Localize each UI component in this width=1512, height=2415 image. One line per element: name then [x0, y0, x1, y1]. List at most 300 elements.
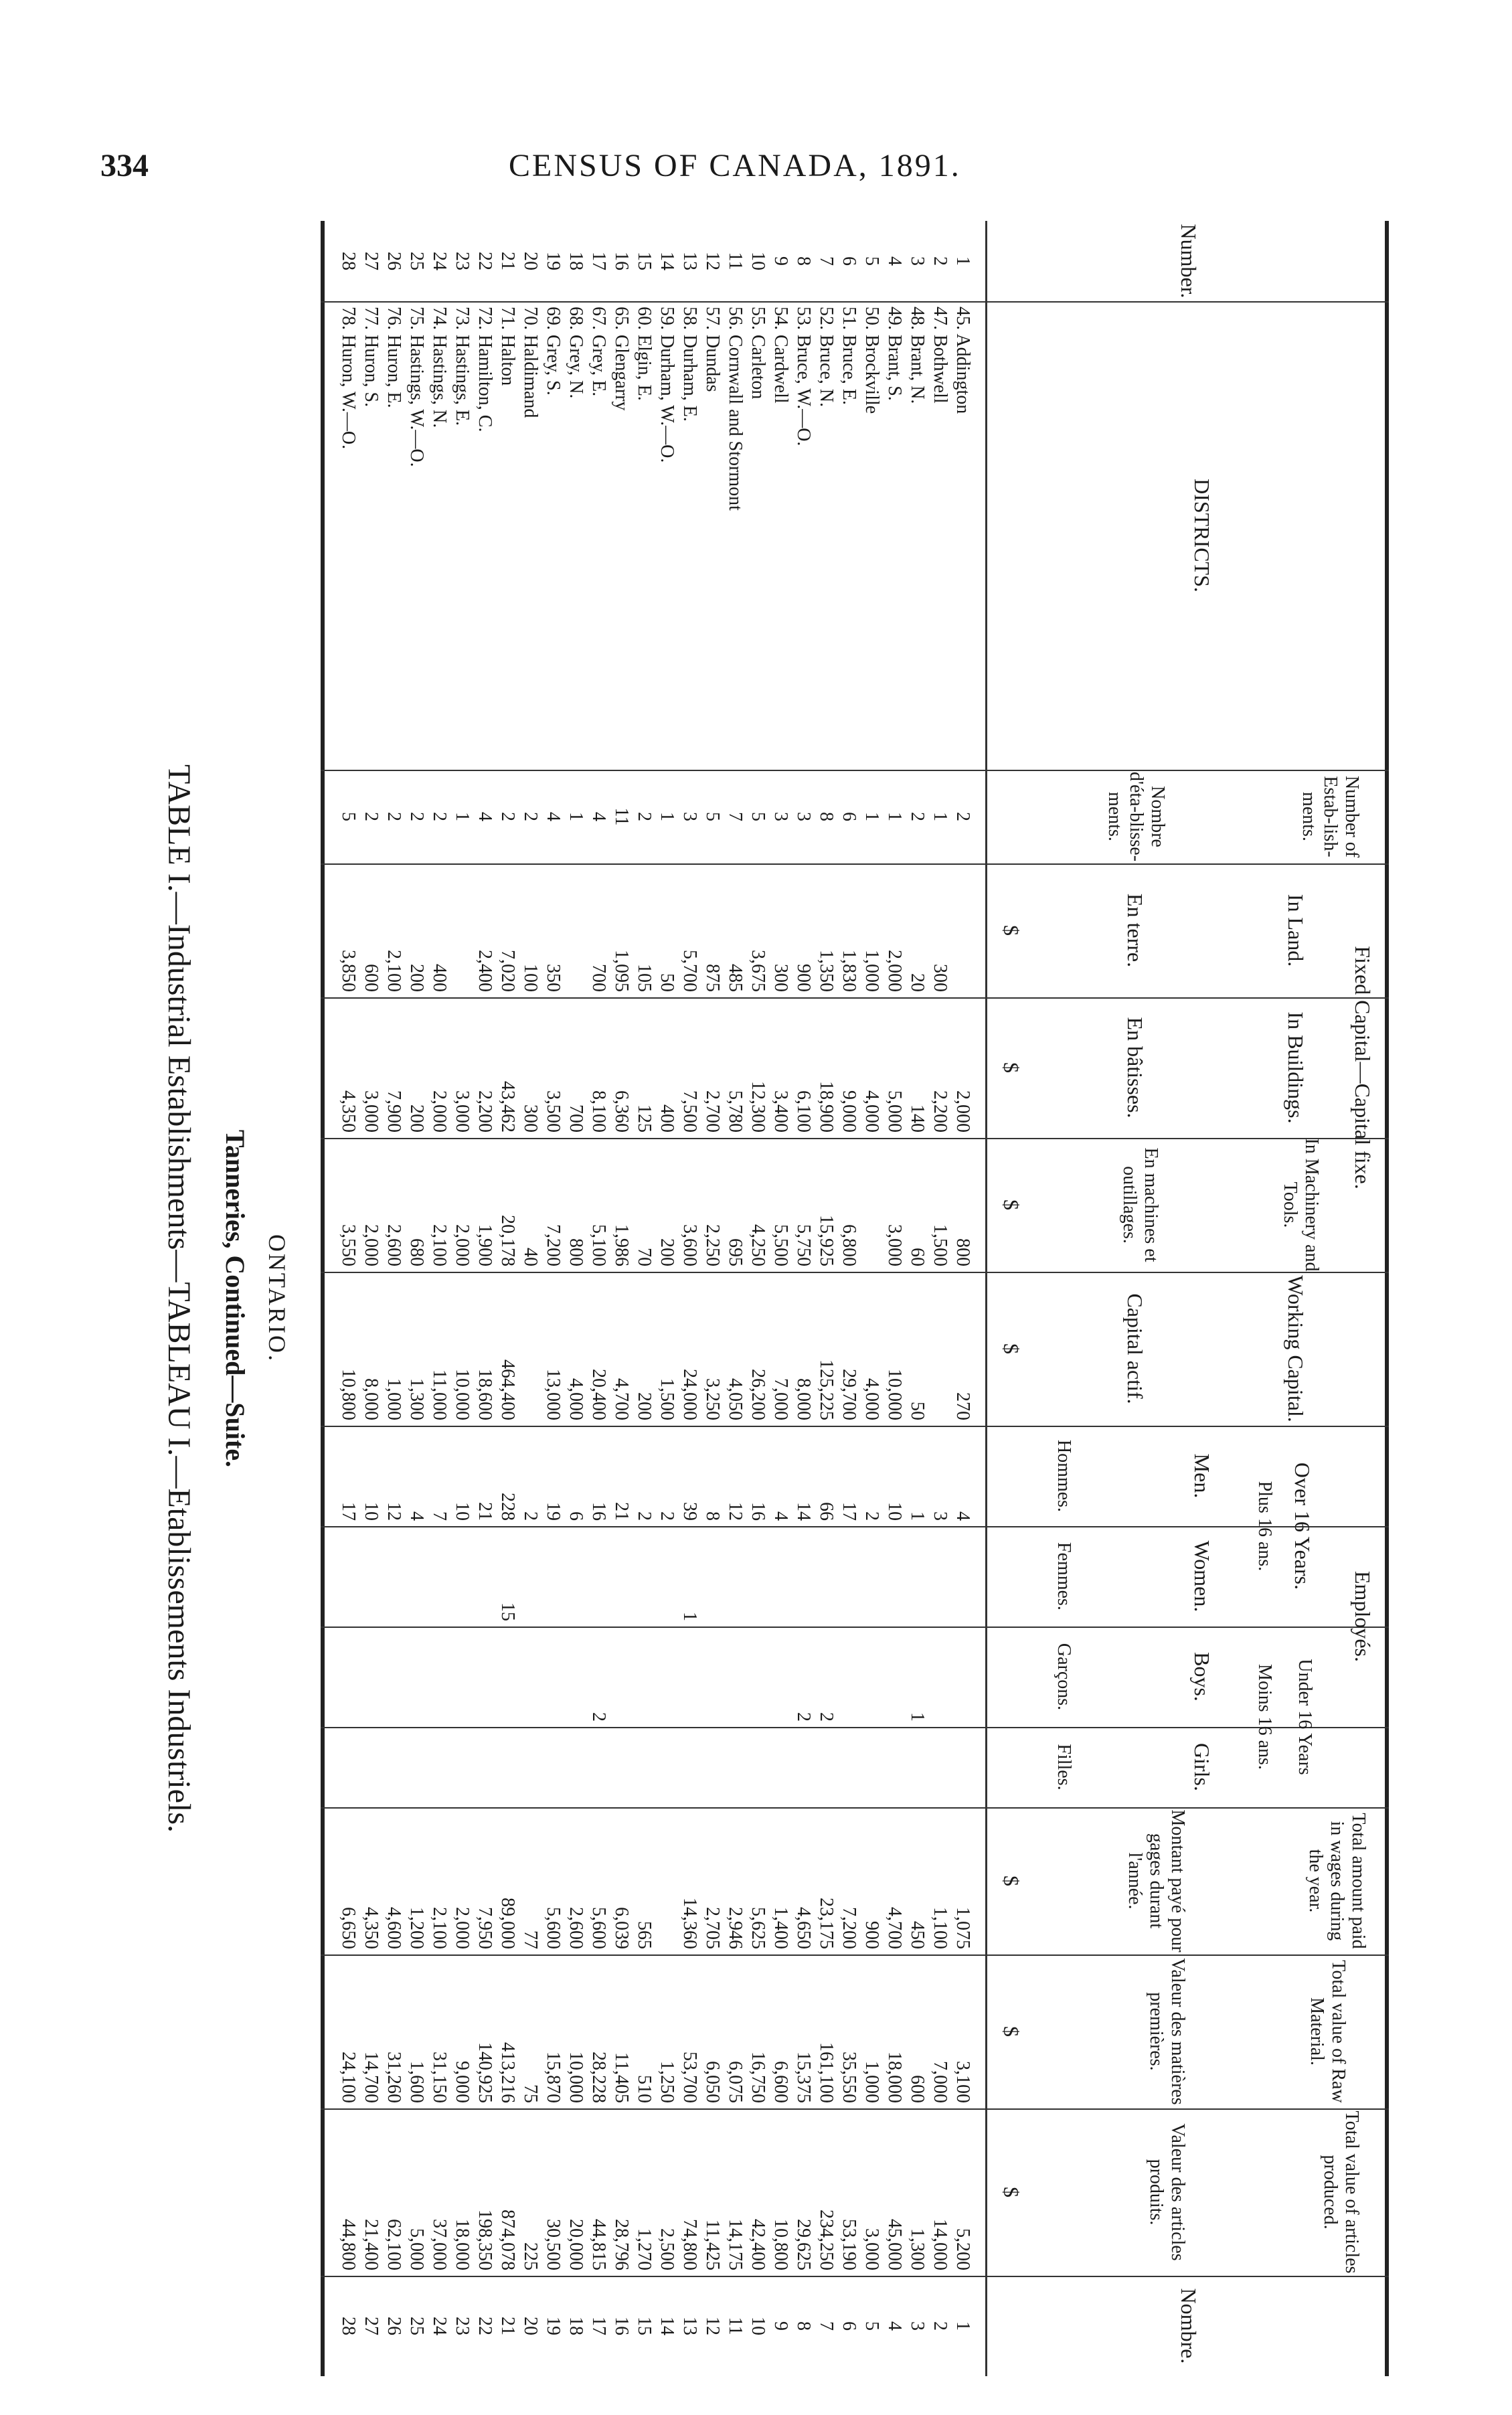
- cell-working: 8,000: [361, 1378, 382, 1420]
- cell-buildings: 400: [657, 1104, 677, 1133]
- cell-raw: 18,000: [884, 2052, 905, 2103]
- column-rule: [321, 301, 1389, 303]
- cell-buildings: 5,000: [884, 1090, 905, 1133]
- cell-n2: 6: [839, 2321, 859, 2331]
- cell-girls: [633, 1732, 655, 1802]
- header-over16-fr: Plus 16 ans.: [1254, 1481, 1275, 1572]
- cell-buildings: 6,100: [793, 1090, 814, 1133]
- cell-machinery: 3,600: [679, 1224, 700, 1266]
- header-number-left: Number.: [1177, 224, 1201, 299]
- cell-women: [883, 1531, 906, 1621]
- cell-n: 2: [930, 256, 950, 266]
- cell-machinery: 1,500: [930, 1224, 950, 1266]
- cell-n: 9: [770, 256, 791, 266]
- cell-women: [701, 1531, 724, 1621]
- cell-wages: 1,100: [930, 1907, 950, 1949]
- cell-n: 24: [429, 252, 450, 270]
- cell-buildings: 5,780: [725, 1090, 746, 1133]
- cell-land: 485: [725, 964, 746, 992]
- cell-estab: 2: [952, 812, 973, 821]
- cell-estab: 2: [634, 812, 655, 821]
- cell-n: 13: [679, 252, 700, 270]
- cell-estab: 1: [657, 812, 677, 821]
- header-wages-fr: Montant payé pour gages durant l'année.: [1124, 1809, 1188, 1952]
- cell-produced: 37,000: [429, 2219, 450, 2270]
- cell-n: 22: [475, 252, 495, 270]
- cell-working: 4,700: [611, 1378, 632, 1420]
- cell-wages: 7,200: [839, 1907, 859, 1949]
- cell-men: 2: [657, 1511, 677, 1521]
- cell-n: 15: [634, 252, 655, 270]
- cell-wages: 4,350: [361, 1907, 382, 1949]
- cell-boys: [496, 1632, 519, 1722]
- cell-n2: 2: [930, 2321, 950, 2331]
- province-heading: ONTARIO.: [264, 1234, 290, 1363]
- cell-estab: 5: [748, 812, 768, 821]
- header-estab-fr: Nombre d'éta-blisse-ments.: [1104, 771, 1168, 862]
- cell-raw: 75: [520, 2084, 541, 2103]
- cell-girls: [769, 1732, 792, 1802]
- cell-men: 4: [770, 1511, 791, 1521]
- cell-produced: 18,000: [452, 2219, 473, 2270]
- cell-estab: 8: [816, 812, 837, 821]
- cell-land: 300: [770, 964, 791, 992]
- cell-estab: 2: [429, 812, 450, 821]
- cell-women: [746, 1531, 769, 1621]
- cell-working: 20,400: [588, 1369, 609, 1420]
- cell-land: 200: [406, 964, 427, 992]
- cell-n: 16: [611, 252, 632, 270]
- cell-n2: 13: [679, 2317, 700, 2335]
- cell-machinery: 5,500: [770, 1224, 791, 1266]
- cell-working: [928, 1277, 951, 1420]
- cell-men: 12: [725, 1502, 746, 1521]
- cell-men: 3: [930, 1511, 950, 1521]
- header-estab: Number of Estab-lish-ments.: [1298, 775, 1362, 858]
- cell-estab: 2: [406, 812, 427, 821]
- cell-estab: 1: [930, 812, 950, 821]
- cell-women: [541, 1531, 564, 1621]
- cell-land: [564, 869, 587, 992]
- cell-machinery: 20,178: [497, 1215, 518, 1266]
- cell-produced: 11,425: [702, 2220, 723, 2270]
- column-rule: [321, 770, 1389, 771]
- cell-estab: 3: [793, 812, 814, 821]
- cell-raw: 7,000: [930, 2061, 950, 2103]
- cell-n2: 21: [497, 2317, 518, 2335]
- cell-girls: [428, 1732, 450, 1802]
- cell-n2: 8: [793, 2321, 814, 2331]
- cell-land: 3,675: [748, 950, 768, 992]
- cell-buildings: 2,000: [429, 1090, 450, 1133]
- header-districts: DISTRICTS.: [1190, 479, 1214, 592]
- cell-land: 300: [930, 964, 950, 992]
- cell-women: 15: [497, 1602, 518, 1621]
- cell-district: 73. Hastings, E.: [452, 307, 473, 426]
- cell-working: 50: [907, 1402, 928, 1420]
- cell-raw: 1,000: [861, 2061, 882, 2103]
- column-rule: [321, 1954, 1389, 1956]
- cell-wages: 4,600: [384, 1907, 404, 1949]
- header-men: Men.: [1190, 1453, 1214, 1499]
- cell-buildings: 3,500: [543, 1090, 564, 1133]
- cell-men: 16: [748, 1502, 768, 1521]
- cell-n2: 1: [952, 2321, 973, 2331]
- table-title: TABLE I.—Industrial Establishments—TABLEAU I.—Etablissements Industriels.: [161, 764, 197, 1833]
- cell-girls: [951, 1732, 974, 1802]
- cell-working: 24,000: [679, 1369, 700, 1420]
- cell-wages: 565: [634, 1921, 655, 1949]
- cell-wages: 77: [520, 1930, 541, 1949]
- cell-district: 74. Hastings, N.: [429, 307, 450, 428]
- cell-district: 72. Hamilton, C.: [475, 307, 495, 432]
- cell-buildings: 6,360: [611, 1090, 632, 1133]
- rotated-table: [97, 221, 1389, 2376]
- cell-n2: 9: [770, 2321, 791, 2331]
- cell-land: 600: [361, 964, 382, 992]
- header-dollar-working: $: [999, 1343, 1023, 1354]
- cell-district: 56. Cornwall and Stormont: [725, 307, 746, 511]
- cell-n2: 19: [543, 2317, 564, 2335]
- cell-raw: 6,050: [702, 2061, 723, 2103]
- cell-working: 270: [952, 1392, 973, 1420]
- cell-women: [633, 1531, 655, 1621]
- cell-women: [337, 1531, 359, 1621]
- cell-boys: [724, 1632, 746, 1722]
- header-wages: Total amount paid in wages during the year.: [1305, 1813, 1369, 1949]
- cell-boys: [473, 1632, 496, 1722]
- cell-district: 71. Halton: [497, 307, 518, 386]
- cell-land: [951, 869, 974, 992]
- cell-machinery: 40: [520, 1248, 541, 1266]
- cell-boys: [541, 1632, 564, 1722]
- cell-girls: [541, 1732, 564, 1802]
- header-buildings: In Buildings.: [1284, 1011, 1308, 1124]
- header-raw: Total value of Raw Material.: [1307, 1960, 1349, 2103]
- cell-women: [450, 1531, 473, 1621]
- cell-estab: 1: [884, 812, 905, 821]
- cell-n: 11: [725, 252, 746, 270]
- cell-produced: 30,500: [543, 2219, 564, 2270]
- cell-women: [655, 1531, 678, 1621]
- cell-girls: [587, 1732, 610, 1802]
- cell-buildings: 3,000: [452, 1090, 473, 1133]
- cell-n: 1: [952, 256, 973, 266]
- cell-wages: 900: [861, 1921, 882, 1949]
- cell-estab: 3: [770, 812, 791, 821]
- cell-working: 18,600: [475, 1369, 495, 1420]
- cell-estab: 4: [588, 812, 609, 821]
- cell-n: 4: [884, 256, 905, 266]
- cell-produced: 10,800: [770, 2219, 791, 2270]
- cell-boys: 2: [588, 1712, 609, 1722]
- cell-n: 5: [861, 256, 882, 266]
- cell-girls: [678, 1732, 701, 1802]
- cell-boys: [610, 1632, 633, 1722]
- cell-working: 4,000: [861, 1378, 882, 1420]
- cell-n2: 26: [384, 2317, 404, 2335]
- cell-raw: 16,750: [748, 2052, 768, 2103]
- cell-girls: [405, 1732, 428, 1802]
- column-rule: [321, 863, 1389, 865]
- cell-girls: [837, 1732, 860, 1802]
- cell-produced: 2,500: [657, 2228, 677, 2270]
- header-working: Working Capital.: [1284, 1275, 1308, 1422]
- cell-land: 7,020: [497, 950, 518, 992]
- cell-land: 3,850: [338, 950, 359, 992]
- cell-n2: 11: [725, 2317, 746, 2335]
- cell-boys: [678, 1632, 701, 1722]
- cell-men: 19: [543, 1502, 564, 1521]
- cell-district: 70. Haldimand: [520, 307, 541, 418]
- cell-estab: 2: [497, 812, 518, 821]
- cell-estab: 2: [384, 812, 404, 821]
- cell-working: 10,800: [338, 1369, 359, 1420]
- cell-land: 1,350: [816, 950, 837, 992]
- cell-district: 77. Huron, S.: [361, 307, 382, 408]
- cell-girls: [701, 1732, 724, 1802]
- cell-machinery: 2,250: [702, 1224, 723, 1266]
- header-dollar-wages: $: [999, 1876, 1023, 1886]
- cell-raw: 1,600: [406, 2061, 427, 2103]
- cell-men: 2: [861, 1511, 882, 1521]
- cell-estab: 3: [679, 812, 700, 821]
- cell-estab: 5: [702, 812, 723, 821]
- cell-women: [951, 1531, 974, 1621]
- column-rule: [321, 1807, 1389, 1809]
- cell-wages: [655, 1813, 678, 1949]
- cell-boys: [519, 1632, 541, 1722]
- cell-district: 50. Brockville: [861, 307, 882, 414]
- cell-n2: 12: [702, 2317, 723, 2335]
- header-women-fr: Femmes.: [1054, 1542, 1074, 1610]
- cell-district: 52. Bruce, N.: [816, 307, 837, 408]
- cell-buildings: 4,000: [861, 1090, 882, 1133]
- cell-land: [450, 869, 473, 992]
- cell-buildings: 8,100: [588, 1090, 609, 1133]
- cell-n2: 28: [338, 2317, 359, 2335]
- cell-buildings: 7,900: [384, 1090, 404, 1133]
- cell-working: 13,000: [543, 1369, 564, 1420]
- cell-men: 4: [406, 1511, 427, 1521]
- cell-men: 2: [634, 1511, 655, 1521]
- cell-men: 10: [884, 1502, 905, 1521]
- cell-machinery: 2,600: [384, 1224, 404, 1266]
- cell-n2: 14: [657, 2317, 677, 2335]
- cell-district: 49. Brant, S.: [884, 307, 905, 401]
- cell-raw: 6,600: [770, 2061, 791, 2103]
- cell-women: [564, 1531, 587, 1621]
- cell-n: 8: [793, 256, 814, 266]
- cell-women: [473, 1531, 496, 1621]
- cell-produced: 44,800: [338, 2219, 359, 2270]
- cell-working: [519, 1277, 541, 1420]
- cell-boys: [428, 1632, 450, 1722]
- header-men-fr: Hommes.: [1054, 1439, 1074, 1513]
- header-dollar-raw: $: [999, 2026, 1023, 2037]
- cell-wages: 2,705: [702, 1907, 723, 1949]
- cell-machinery: 1,986: [611, 1224, 632, 1266]
- cell-working: 29,700: [839, 1369, 859, 1420]
- cell-girls: [359, 1732, 382, 1802]
- cell-boys: 1: [907, 1712, 928, 1722]
- cell-machinery: 800: [952, 1238, 973, 1266]
- cell-girls: [382, 1732, 405, 1802]
- cell-raw: 11,405: [611, 2052, 632, 2103]
- cell-boys: [337, 1632, 359, 1722]
- cell-n: 27: [361, 252, 382, 270]
- cell-buildings: 2,700: [702, 1090, 723, 1133]
- cell-working: 8,000: [793, 1378, 814, 1420]
- cell-district: 45. Addington: [952, 307, 973, 414]
- cell-produced: 62,100: [384, 2219, 404, 2270]
- header-working-fr: Capital actif.: [1123, 1293, 1147, 1404]
- cell-n: 20: [520, 252, 541, 270]
- cell-women: [860, 1531, 883, 1621]
- cell-machinery: 6,800: [839, 1224, 859, 1266]
- cell-men: 21: [611, 1502, 632, 1521]
- cell-girls: [519, 1732, 541, 1802]
- column-rule: [321, 1426, 1389, 1427]
- cell-boys: [928, 1632, 951, 1722]
- cell-men: 2: [520, 1511, 541, 1521]
- cell-girls: [655, 1732, 678, 1802]
- cell-n: 23: [452, 252, 473, 270]
- cell-working: 4,050: [725, 1378, 746, 1420]
- cell-boys: [564, 1632, 587, 1722]
- header-women: Women.: [1190, 1540, 1214, 1612]
- cell-district: 75. Hastings, W.—O.: [406, 307, 427, 467]
- cell-n: 28: [338, 252, 359, 270]
- cell-n: 10: [748, 252, 768, 270]
- column-rule: [321, 1526, 1389, 1527]
- cell-wages: 4,700: [884, 1907, 905, 1949]
- cell-girls: [860, 1732, 883, 1802]
- column-rule: [321, 997, 1389, 999]
- cell-district: 53. Bruce, W.—O.: [793, 307, 814, 446]
- cell-n2: 4: [884, 2321, 905, 2331]
- cell-buildings: 2,200: [475, 1090, 495, 1133]
- cell-n: 18: [566, 252, 586, 270]
- cell-machinery: 7,200: [543, 1224, 564, 1266]
- cell-boys: [450, 1632, 473, 1722]
- cell-buildings: 125: [634, 1104, 655, 1133]
- header-dollar-produced: $: [999, 2187, 1023, 2197]
- cell-produced: 1,270: [634, 2228, 655, 2270]
- cell-produced: 44,815: [588, 2219, 609, 2270]
- cell-wages: 1,075: [952, 1907, 973, 1949]
- cell-land: 2,000: [884, 950, 905, 992]
- cell-machinery: 695: [725, 1238, 746, 1266]
- cell-raw: 31,260: [384, 2052, 404, 2103]
- cell-wages: 14,360: [679, 1898, 700, 1949]
- cell-produced: 28,796: [611, 2219, 632, 2270]
- cell-buildings: 9,000: [839, 1090, 859, 1133]
- column-rule: [321, 1627, 1389, 1628]
- cell-estab: 4: [543, 812, 564, 821]
- cell-n: 21: [497, 252, 518, 270]
- cell-district: 76. Huron, E.: [384, 307, 404, 408]
- cell-land: 2,400: [475, 950, 495, 992]
- cell-men: 17: [338, 1502, 359, 1521]
- cell-working: 3,250: [702, 1378, 723, 1420]
- cell-produced: 3,000: [861, 2228, 882, 2270]
- cell-land: 20: [907, 973, 928, 992]
- header-number-right: Nombre.: [1177, 2288, 1201, 2364]
- cell-district: 59. Durham, W.—O.: [657, 307, 677, 463]
- cell-wages: 450: [907, 1921, 928, 1949]
- cell-n2: 5: [861, 2321, 882, 2331]
- cell-men: 17: [839, 1502, 859, 1521]
- cell-buildings: 43,462: [497, 1081, 518, 1133]
- cell-district: 69. Grey, S.: [543, 307, 564, 396]
- cell-working: 125,225: [816, 1359, 837, 1420]
- cell-men: 16: [588, 1502, 609, 1521]
- column-rule: [321, 1727, 1389, 1728]
- cell-raw: 24,100: [338, 2052, 359, 2103]
- cell-raw: 14,700: [361, 2052, 382, 2103]
- header-dollar-land: $: [999, 925, 1023, 936]
- cell-men: 66: [816, 1502, 837, 1521]
- cell-estab: 2: [361, 812, 382, 821]
- cell-n: 3: [907, 256, 928, 266]
- cell-working: 7,000: [770, 1378, 791, 1420]
- cell-men: 8: [702, 1511, 723, 1521]
- cell-produced: 225: [520, 2242, 541, 2270]
- cell-wages: 23,175: [816, 1898, 837, 1949]
- cell-estab: 6: [839, 812, 859, 821]
- cell-girls: [473, 1732, 496, 1802]
- cell-working: 200: [634, 1392, 655, 1420]
- cell-land: 5,700: [679, 950, 700, 992]
- cell-working: 1,000: [384, 1378, 404, 1420]
- cell-n: 6: [839, 256, 859, 266]
- cell-produced: 1,300: [907, 2228, 928, 2270]
- cell-n2: 17: [588, 2317, 609, 2335]
- cell-buildings: 2,000: [952, 1090, 973, 1133]
- header-land: In Land.: [1284, 894, 1308, 967]
- cell-raw: 15,375: [793, 2052, 814, 2103]
- cell-estab: 11: [611, 807, 632, 826]
- cell-land: 1,830: [839, 950, 859, 992]
- cell-land: 105: [634, 964, 655, 992]
- cell-produced: 45,000: [884, 2219, 905, 2270]
- cell-working: 1,500: [657, 1378, 677, 1420]
- cell-boys: [633, 1632, 655, 1722]
- cell-raw: 6,075: [725, 2061, 746, 2103]
- cell-machinery: 5,750: [793, 1224, 814, 1266]
- header-dollar-machinery: $: [999, 1199, 1023, 1210]
- cell-boys: 2: [816, 1712, 837, 1722]
- cell-girls: [610, 1732, 633, 1802]
- cell-girls: [337, 1732, 359, 1802]
- cell-machinery: 2,000: [361, 1224, 382, 1266]
- cell-produced: 14,175: [725, 2219, 746, 2270]
- cell-estab: 1: [566, 812, 586, 821]
- cell-land: 1,000: [861, 950, 882, 992]
- cell-district: 55. Carleton: [748, 307, 768, 400]
- cell-n2: 7: [816, 2321, 837, 2331]
- cell-boys: 2: [793, 1712, 814, 1722]
- cell-district: 68. Grey, N.: [566, 307, 586, 399]
- cell-raw: 510: [634, 2075, 655, 2103]
- cell-land: 400: [429, 964, 450, 992]
- cell-n: 7: [816, 256, 837, 266]
- cell-boys: [405, 1632, 428, 1722]
- cell-men: 228: [497, 1493, 518, 1521]
- cell-wages: 2,100: [429, 1907, 450, 1949]
- cell-raw: 53,700: [679, 2052, 700, 2103]
